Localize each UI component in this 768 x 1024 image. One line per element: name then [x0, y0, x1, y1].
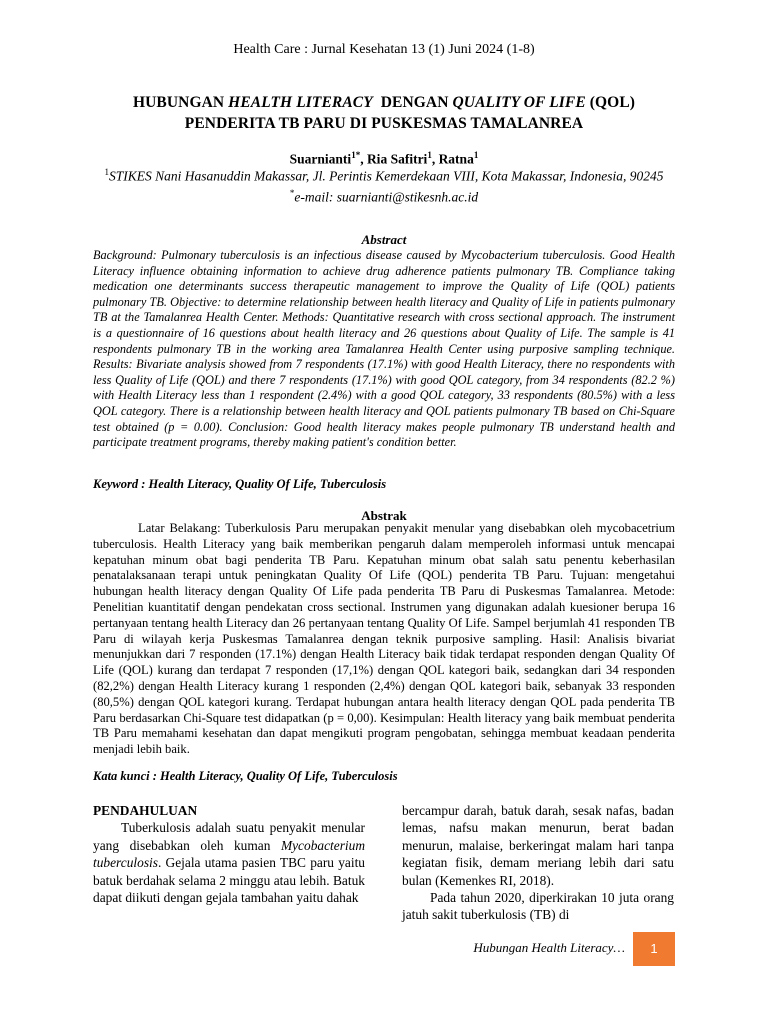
title-part-3: DENGAN [372, 94, 453, 111]
intro-paragraph-1 [93, 819, 365, 906]
page-number-badge: 1 [633, 932, 675, 966]
intro-p1-end-left: diikuti dengan gejala tambahan yaitu dahak [125, 890, 359, 906]
intro-p1-start: Tuberkulosis adalah suatu penyakit menular yang disebabkan oleh kuman [93, 820, 365, 853]
abstract-en-heading: Abstract [361, 232, 407, 247]
author-2-affil: 1 [427, 150, 432, 160]
keywords-en: Keyword : Health Literacy, Quality Of Life, Tuberculosis [93, 477, 387, 491]
affiliation-marker: 1 [104, 167, 110, 177]
intro-left-column [93, 802, 365, 906]
author-3: , Ratna [431, 151, 474, 167]
email-link[interactable]: e-mail: suarnianti@stikesnh.ac.id [294, 189, 479, 205]
title-part-2: HEALTH LITERACY [228, 94, 373, 111]
intro-paragraph-2: Pada tahun 2020, diperkirakan 10 juta orang jatuh sakit tuberkulosis (TB) di [402, 890, 674, 923]
author-1: Suarnianti [289, 151, 352, 167]
running-head: Health Care : Jurnal Kesehatan 13 (1) Juni 2024 (1-8) [233, 42, 535, 57]
author-1-affil: 1* [351, 150, 361, 160]
title-part-5: (QOL) [585, 94, 636, 111]
abstract-en-body: Background: Pulmonary tuberculosis is an infectious disease caused by Mycobacterium tuberculosis. Good Health Literacy influence obtaining information to achieve drug adherence patients pulmonary TB. Compliance taking medication one determinants success therapeutic management to improve the Quality of Life (QOL) patients pulmonary TB. Objective: to determine relationship between health literacy and Quality of Life in patients pulmonary TB at the Tamalanrea Health Center. Methods: Quantitative research with cross sectional approach. The instrument is a questionnaire of 16 questions about health literacy and 26 questions about Quality of Life. The sample is 41 respondents pulmonary TB in the working area Tamalanrea Health Center using purposive sampling technique. Results: Bivariate analysis showed from 7 respondents (17.1%) with good Health Literacy, there no respondents with less Quality of Life (QOL) and there 7 respondents (17.1%) with good QOL category, from 34 respondents (82.2 %) with Health Literacy less than 1 respondent (2.4%) with a good QOL category, 33 respondents (80.5%) with a less QOL category. There is a relationship between health literacy and QOL patients pulmonary TB based on Chi-Square test obtained (p = 0.00). Conclusion: Good health literacy makes people pulmonary TB understand health and participate treatment programs, thereby making patient's condition better. [93, 248, 675, 450]
email-marker: * [289, 188, 295, 198]
title-part-1: HUBUNGAN [132, 94, 229, 111]
keywords-id: Kata kunci : Health Literacy, Quality Of Life, Tuberculosis [93, 769, 398, 783]
intro-right-column [402, 802, 674, 924]
title-part-4: QUALITY OF LIFE [452, 94, 586, 111]
abstract-id-heading: Abstrak [361, 508, 407, 523]
intro-heading: PENDAHULUAN [93, 803, 198, 818]
author-3-affil: 1 [473, 150, 479, 160]
footer-running-title: Hubungan Health Literacy… [473, 940, 625, 955]
article-title [60, 92, 708, 134]
title-line-2: PENDERITA TB PARU DI PUSKESMAS TAMALANREA [184, 115, 584, 132]
affiliation [100, 164, 668, 206]
author-2: , Ria Safitri [360, 151, 428, 167]
page-footer [93, 932, 675, 966]
affiliation-text: STIKES Nani Hasanuddin Makassar, Jl. Perintis Kemerdekaan VIII, Kota Makassar, Indonesia, 90245 [109, 168, 664, 184]
intro-p1-continued: . Gejala utama pasien TBC paru yaitu batuk berdahak selama 2 minggu atau lebih. Batuk dapat [93, 855, 365, 906]
abstract-id-body: Latar Belakang: Tuberkulosis Paru merupakan penyakit menular yang disebabkan oleh mycobacetrium tuberculosis. Health Literacy yang baik memberikan pengaruh dalam memperoleh informasi untuk mencapai kepatuhan minum obat bagi penderita TB Paru. Kepatuhan minum obat salah satu penentu keberhasilan penatalaksanaan terapi untuk peningkatan Quality Of Life (QOL) penderita TB Paru. Tujuan: mengetahui hubungan health literacy dengan Quality Of Life pada penderita TB Paru di Puskesmas Tamalanrea. Metode: Penelitian kuantitatif dengan pendekatan cross sectional. Instrumen yang digunakan adalah kuesioner berupa 16 pertanyaan tentang health Literacy dan 26 pertanyaan tentang Quality Of Life. Sampel berjumlah 41 responden TB Paru di wilayah kerja Puskesmas Tamalanrea dengan teknik purposive sampling. Hasil: Analisis bivariat menunjukkan dari 7 responden (17.1%) dengan Health Literacy baik tidak terdapat responden dengan Quality Of Life (QOL) kurang dan terdapat 7 responden (17,1%) dengan QOL kategori baik, sedangkan dari 34 responden (82,2%) dengan Health Literacy kurang 1 responden (2,4%) dengan QOL kategori baik, sebanyak 33 responden (80,5%) dengan QOL kategori kurang. Terdapat hubungan antara health literacy dengan QOL pada penderita TB Paru berdasarkan Chi-Square test didapatkan (p = 0,00). Kesimpulan: Health literacy yang baik membuat penderita TB Paru memahami kesehatan dan dapat mengikuti program pengobatan, sehingga membuat keadaan penderita menjadi lebih baik. [93, 521, 675, 757]
intro-p1-species: Mycobacterium tuberculosis [93, 837, 365, 871]
intro-p1-end-right: bercampur darah, batuk darah, sesak nafas, badan lemas, nafsu makan menurun, berat badan menurun, malaise, berkeringat malam hari tanpa kegiatan fisik, demam meriang lebih dari satu bulan (Kemenkes RI, 2018). [402, 803, 674, 888]
